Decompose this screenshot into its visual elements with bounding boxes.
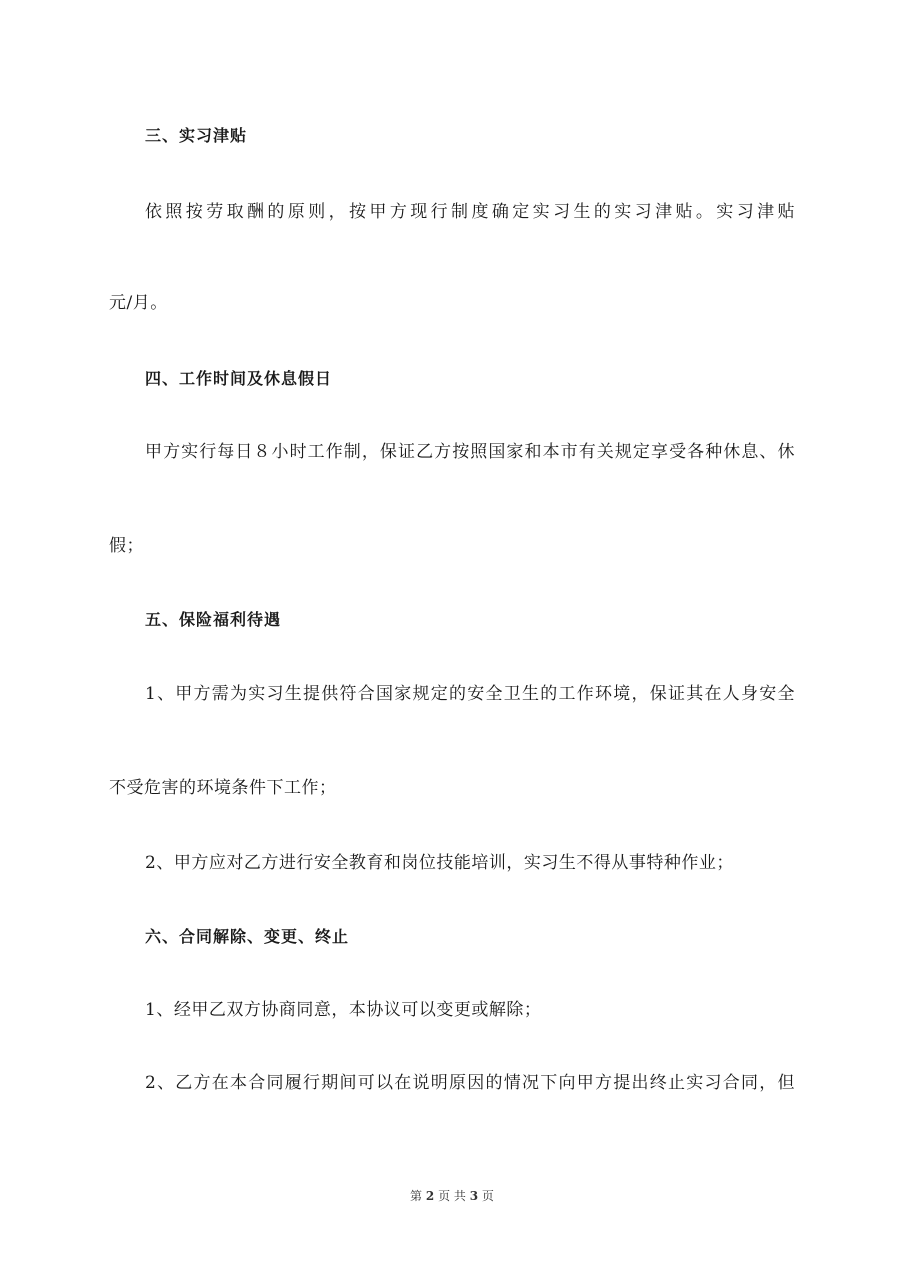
current-page-number: 2 bbox=[425, 1189, 435, 1203]
paragraph-line: 1、经甲乙双方协商同意，本协议可以变更或解除； bbox=[145, 1000, 542, 1020]
page-footer bbox=[0, 1187, 904, 1205]
paragraph-line: 甲方实行每日８小时工作制，保证乙方按照国家和本市有关规定享受各种休息、休 bbox=[145, 442, 795, 462]
footer-suffix: 页 bbox=[481, 1189, 494, 1203]
paragraph-line: 元/月。 bbox=[109, 293, 168, 313]
paragraph-line: 依照按劳取酬的原则，按甲方现行制度确定实习生的实习津贴。实习津贴 bbox=[145, 202, 795, 222]
paragraph-line: 不受危害的环境条件下工作； bbox=[109, 778, 337, 798]
section-heading-3: 三、实习津贴 bbox=[145, 126, 248, 145]
paragraph-line: 2、乙方在本合同履行期间可以在说明原因的情况下向甲方提出终止实习合同，但 bbox=[145, 1073, 795, 1093]
footer-middle: 页 共 bbox=[438, 1189, 466, 1203]
paragraph-line: 2、甲方应对乙方进行安全教育和岗位技能培训，实习生不得从事特种作业； bbox=[145, 853, 734, 873]
total-page-number: 3 bbox=[469, 1189, 479, 1203]
section-heading-4: 四、工作时间及休息假日 bbox=[145, 369, 333, 388]
footer-prefix: 第 bbox=[410, 1189, 423, 1203]
section-heading-6: 六、合同解除、变更、终止 bbox=[145, 927, 350, 946]
section-heading-5: 五、保险福利待遇 bbox=[145, 610, 282, 629]
paragraph-line: 假； bbox=[109, 536, 144, 556]
paragraph-line: 1、甲方需为实习生提供符合国家规定的安全卫生的工作环境，保证其在人身安全 bbox=[145, 684, 795, 704]
